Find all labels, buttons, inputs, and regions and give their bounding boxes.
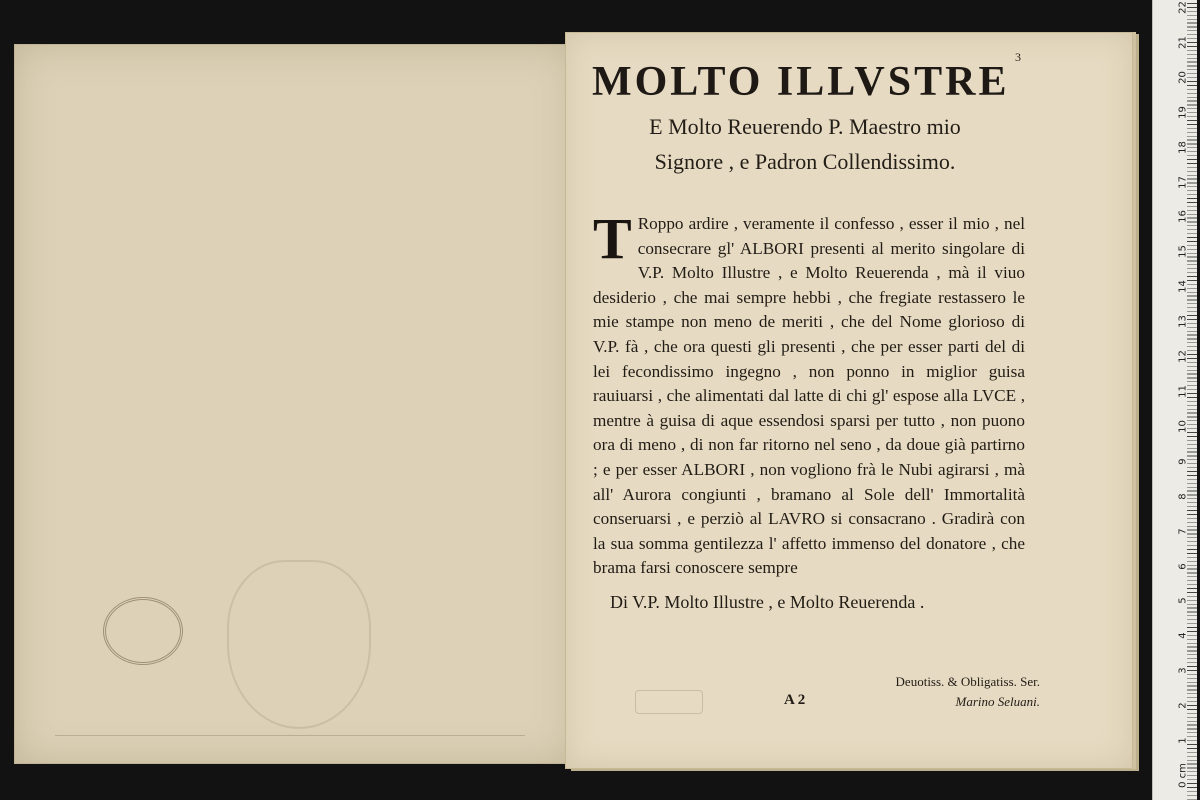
left-page [14, 44, 574, 764]
library-stamp [103, 597, 183, 665]
ruler-tick-label: 5 [1177, 597, 1189, 605]
drop-cap: T [593, 206, 632, 271]
bleed-through-imprint [55, 735, 525, 740]
ruler-tick-label: 18 [1177, 140, 1189, 154]
dedication-text: Roppo ardire , veramente il confesso , esser il mio , nel consecrare gl' ALBORI presenti al merito singolare di V.P. Molto Illustre , e Molto Reuerenda , mà il viuo desiderio , che mai sempre hebbi , che fregiate restassero le mie stampe non meno de meriti , che del Nome glorioso di V.P. fà , che ora questi gli presenti , che per esser parti del di lei fecondissimo ingegno , non ponno in miglior guisa rauiuarsi , che alimentati dal latte di chi gl' espose alla LVCE , mentre à guisa di aque essendosi sparsi per tutto , non puono ora di meno , di non far ritorno nel seno , da doue già partirno ; e per esser ALBORI , non vogliono frà le Nubi agirarsi , mà all' Aurora congiunti , bramano al Sole dell' Immortalità conseruarsi , e perziò al LAVRO si consacrano . Gradirà con la sua somma gentilezza l' affetto immenso del donatore , che brama farsi conoscere sempre [593, 214, 1025, 578]
ruler-tick-label: 16 [1177, 210, 1189, 224]
ruler-tick-label: 20 [1177, 70, 1189, 84]
ruler-tick-label: 7 [1177, 527, 1189, 535]
ruler-tick-label: 3 [1177, 667, 1189, 674]
subtitle-line-1: E Molto Reuerendo P. Maestro mio [649, 114, 961, 139]
closing-line: Di V.P. Molto Illustre , e Molto Reuerenda . [610, 592, 925, 612]
ruler-tick-label: 15 [1177, 245, 1189, 259]
ruler-tick-label: 13 [1177, 315, 1189, 329]
ruler-tick-label: 14 [1177, 280, 1189, 294]
signoff: Deuotiss. & Obligatiss. Ser. [895, 674, 1040, 689]
ruler-tick-label: 9 [1177, 458, 1189, 465]
dedication-body [593, 206, 1025, 581]
page-number: 3 [1015, 50, 1021, 64]
page-title: MOLTO ILLVSTRE [592, 59, 1010, 105]
ruler-tick-label: 1 [1177, 737, 1189, 744]
ruler-tick-label: 6 [1177, 562, 1189, 570]
measuring-ruler [1152, 0, 1197, 800]
signature-mark: A 2 [784, 692, 806, 708]
author-name: Marino Seluani. [955, 694, 1040, 709]
crest-bleed-through [227, 560, 371, 729]
ruler-tick-label: 22 [1177, 1, 1189, 14]
ruler-tick-label: 10 [1177, 420, 1189, 433]
ruler-tick-label: 0 cm [1177, 763, 1189, 788]
ruler-tick-label: 2 [1177, 702, 1189, 709]
ruler-tick-label: 8 [1177, 493, 1189, 500]
subtitle-line-2: Signore , e Padron Collendissimo. [654, 149, 956, 174]
ruler-tick-label: 17 [1177, 175, 1189, 189]
ruler-tick-label: 19 [1177, 105, 1189, 119]
faint-ink-stamp [635, 690, 703, 714]
ruler-tick-label: 21 [1177, 36, 1189, 49]
ruler-tick-label: 12 [1177, 350, 1189, 363]
signoff-block [858, 672, 1040, 712]
ruler-tick-label: 4 [1177, 632, 1189, 640]
ruler-tick-label: 11 [1177, 385, 1189, 398]
